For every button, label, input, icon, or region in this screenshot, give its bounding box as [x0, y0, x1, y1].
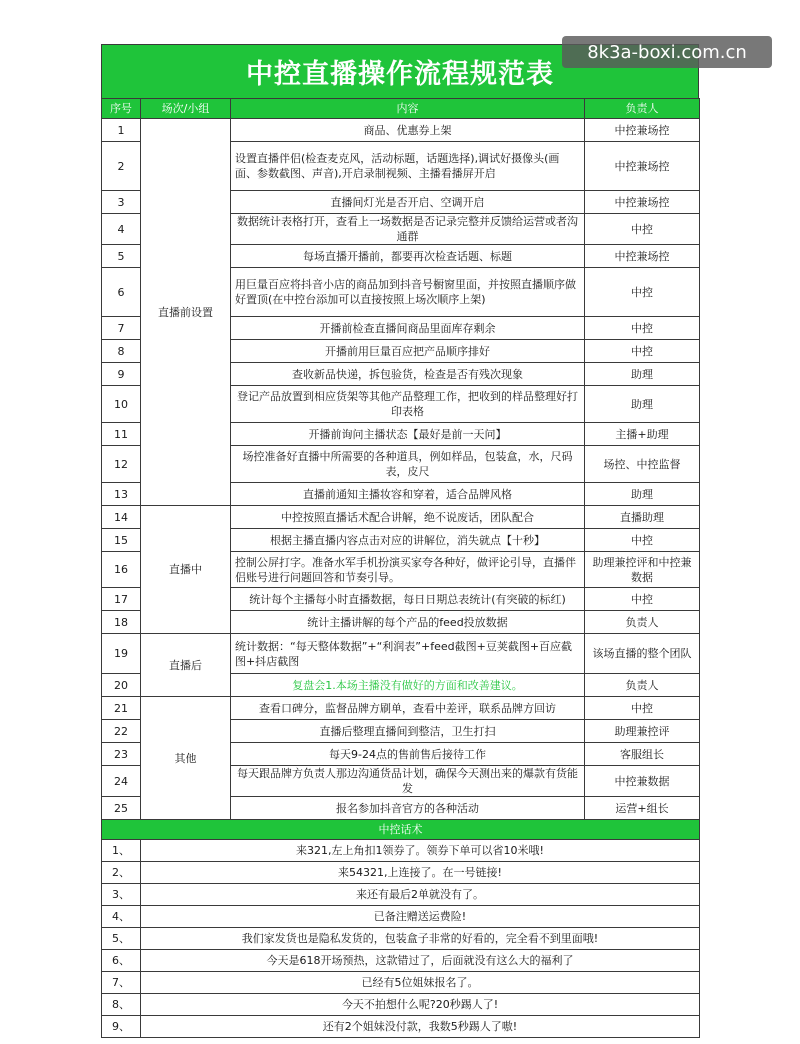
script-text: 来54321,上连接了。在一号链接!: [141, 862, 700, 884]
row-owner: 场控、中控监督: [585, 446, 700, 483]
row-content: 场控准备好直播中所需要的各种道具，例如样品，包装盒，水，尺码表，皮尺: [231, 446, 585, 483]
script-seq: 8、: [102, 994, 141, 1016]
script-seq: 6、: [102, 950, 141, 972]
row-content: 登记产品放置到相应货架等其他产品整理工作，把收到的样品整理好打印表格: [231, 386, 585, 423]
row-owner: 中控: [585, 588, 700, 611]
row-content: 统计主播讲解的每个产品的feed投放数据: [231, 611, 585, 634]
row-seq: 10: [102, 386, 141, 423]
script-seq: 1、: [102, 840, 141, 862]
row-owner: 助理兼控评和中控兼数据: [585, 552, 700, 588]
row-owner: 中控: [585, 317, 700, 340]
table-row: [102, 119, 700, 142]
script-text: 我们家发货也是隐私发货的，包装盒子非常的好看的，完全看不到里面哦!: [141, 928, 700, 950]
script-row: [102, 1016, 700, 1038]
header-group: 场次/小组: [141, 99, 231, 119]
group-other: 其他: [141, 697, 231, 820]
row-seq: 17: [102, 588, 141, 611]
process-table: [101, 98, 700, 1038]
row-content: 开播前用巨量百应把产品顺序排好: [231, 340, 585, 363]
script-text: 来还有最后2单就没有了。: [141, 884, 700, 906]
row-owner: 负责人: [585, 611, 700, 634]
script-row: [102, 928, 700, 950]
row-seq: 2: [102, 142, 141, 191]
table-row: [102, 634, 700, 674]
row-seq: 5: [102, 245, 141, 268]
row-seq: 25: [102, 797, 141, 820]
row-owner: 中控: [585, 340, 700, 363]
row-content: 统计数据：“每天整体数据”+“利润表”+feed截图+豆荚截图+百应截图+抖店截图: [231, 634, 585, 674]
script-seq: 7、: [102, 972, 141, 994]
row-seq: 1: [102, 119, 141, 142]
row-owner: 中控兼场控: [585, 142, 700, 191]
group-pre: 直播前设置: [141, 119, 231, 506]
row-owner: 运营+组长: [585, 797, 700, 820]
row-seq: 20: [102, 674, 141, 697]
process-sheet: [101, 44, 699, 1038]
row-seq: 4: [102, 214, 141, 245]
script-text: 今天不拍想什么呢?20秒踢人了!: [141, 994, 700, 1016]
row-owner: 中控: [585, 697, 700, 720]
script-seq: 4、: [102, 906, 141, 928]
script-text: 今天是618开场预热，这款错过了，后面就没有这么大的福利了: [141, 950, 700, 972]
script-text: 来321,左上角扣1领券了。领券下单可以省10米哦!: [141, 840, 700, 862]
row-seq: 7: [102, 317, 141, 340]
row-content: 直播前通知主播妆容和穿着，适合品牌风格: [231, 483, 585, 506]
row-seq: 23: [102, 743, 141, 766]
row-content: 统计每个主播每小时直播数据，每日日期总表统计(有突破的标红): [231, 588, 585, 611]
row-owner: 中控: [585, 268, 700, 317]
row-content: 查看口碑分，监督品牌方刷单，查看中差评，联系品牌方回访: [231, 697, 585, 720]
script-seq: 9、: [102, 1016, 141, 1038]
script-row: [102, 862, 700, 884]
row-content: 中控按照直播话术配合讲解，绝不说废话，团队配合: [231, 506, 585, 529]
header-owner: 负责人: [585, 99, 700, 119]
row-content: 数据统计表格打开，查看上一场数据是否记录完整并反馈给运营或者沟通群: [231, 214, 585, 245]
row-owner: 中控: [585, 214, 700, 245]
script-row: [102, 950, 700, 972]
row-owner: 中控兼数据: [585, 766, 700, 797]
row-content: 报名参加抖音官方的各种活动: [231, 797, 585, 820]
script-seq: 2、: [102, 862, 141, 884]
row-seq: 22: [102, 720, 141, 743]
header-content: 内容: [231, 99, 585, 119]
header-seq: 序号: [102, 99, 141, 119]
script-text: 已经有5位姐妹报名了。: [141, 972, 700, 994]
row-content: 设置直播伴侣(检查麦克风，活动标题，话题选择),调试好摄像头(画面、参数截图、声音),开启录制视频、主播看播屏开启: [231, 142, 585, 191]
row-seq: 16: [102, 552, 141, 588]
row-owner: 助理: [585, 363, 700, 386]
row-content: 用巨量百应将抖音小店的商品加到抖音号橱窗里面，并按照直播顺序做好置顶(在中控台添加可以直接按照上场次顺序上架): [231, 268, 585, 317]
row-content: 每天9-24点的售前售后接待工作: [231, 743, 585, 766]
row-content: 控制公屏打字。准备水军手机扮演买家夸各种好，做评论引导，直播伴侣账号进行问题回答和节奏引导。: [231, 552, 585, 588]
row-owner: 助理: [585, 386, 700, 423]
row-owner: 助理: [585, 483, 700, 506]
row-seq: 3: [102, 191, 141, 214]
row-owner: 助理兼控评: [585, 720, 700, 743]
row-content: 每天跟品牌方负责人那边沟通货品计划，确保今天测出来的爆款有货能发: [231, 766, 585, 797]
row-content: 每场直播开播前，都要再次检查话题、标题: [231, 245, 585, 268]
script-row: [102, 884, 700, 906]
script-row: [102, 972, 700, 994]
script-section-header: [102, 820, 700, 840]
row-owner: 主播+助理: [585, 423, 700, 446]
row-owner: 中控兼场控: [585, 191, 700, 214]
row-seq: 19: [102, 634, 141, 674]
script-text: 还有2个姐妹没付款，我数5秒踢人了嗷!: [141, 1016, 700, 1038]
row-owner: 该场直播的整个团队: [585, 634, 700, 674]
row-content: 根据主播直播内容点击对应的讲解位，消失就点【十秒】: [231, 529, 585, 552]
row-seq: 12: [102, 446, 141, 483]
row-owner: 中控: [585, 529, 700, 552]
script-text: 已备注赠送运费险!: [141, 906, 700, 928]
table-row: [102, 506, 700, 529]
script-title: 中控话术: [102, 820, 700, 840]
script-seq: 5、: [102, 928, 141, 950]
row-seq: 11: [102, 423, 141, 446]
row-seq: 24: [102, 766, 141, 797]
row-owner: 中控兼场控: [585, 119, 700, 142]
script-seq: 3、: [102, 884, 141, 906]
table-row: [102, 697, 700, 720]
row-content: 复盘会1.本场主播没有做好的方面和改善建议。: [231, 674, 585, 697]
row-seq: 8: [102, 340, 141, 363]
row-content: 查收新品快递，拆包验货，检查是否有残次现象: [231, 363, 585, 386]
script-row: [102, 840, 700, 862]
watermark: 8k3a-boxi.com.cn: [562, 36, 772, 68]
row-seq: 13: [102, 483, 141, 506]
header-row: [102, 99, 700, 119]
script-row: [102, 906, 700, 928]
row-seq: 14: [102, 506, 141, 529]
group-during: 直播中: [141, 506, 231, 634]
group-after: 直播后: [141, 634, 231, 697]
row-owner: 直播助理: [585, 506, 700, 529]
row-owner: 中控兼场控: [585, 245, 700, 268]
row-content: 商品、优惠券上架: [231, 119, 585, 142]
row-seq: 18: [102, 611, 141, 634]
script-row: [102, 994, 700, 1016]
row-content: 直播后整理直播间到整洁，卫生打扫: [231, 720, 585, 743]
row-seq: 9: [102, 363, 141, 386]
row-content: 开播前检查直播间商品里面库存剩余: [231, 317, 585, 340]
row-seq: 21: [102, 697, 141, 720]
sheet-title: 中控直播操作流程规范表: [101, 44, 699, 98]
row-seq: 6: [102, 268, 141, 317]
row-owner: 客服组长: [585, 743, 700, 766]
row-content: 直播间灯光是否开启、空调开启: [231, 191, 585, 214]
row-seq: 15: [102, 529, 141, 552]
row-content: 开播前询问主播状态【最好是前一天问】: [231, 423, 585, 446]
row-owner: 负责人: [585, 674, 700, 697]
